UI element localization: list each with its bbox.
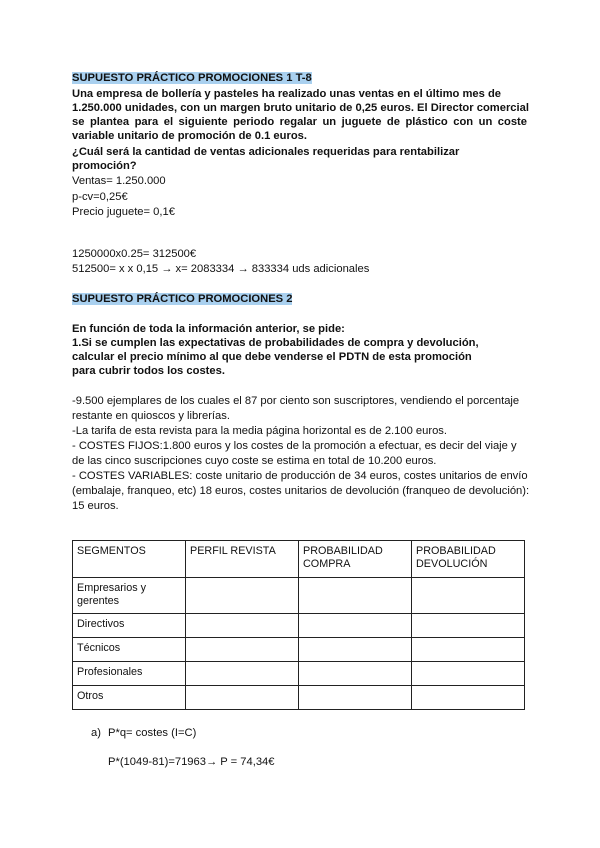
segment-cell: Empresarios y gerentes [73, 578, 186, 614]
intro-line-1: En función de toda la información anterior, se pide: [72, 323, 345, 335]
empty-cell [186, 662, 299, 686]
table-row [73, 614, 525, 638]
data2-line-7: (embalaje, franqueo, etc) 18 euros, costes unitarios de devolución (franqueo de devolución): [72, 485, 530, 497]
segment-cell: Profesionales [73, 662, 186, 686]
calc-line-2: 512500= x x 0,15 → x= 2083334 → 833334 uds adicionales [72, 263, 370, 275]
table-header-row [73, 541, 525, 578]
data-toy-price: Precio juguete= 0,1€ [72, 206, 175, 218]
table-header: PERFIL REVISTA [186, 541, 299, 578]
segments-table [72, 540, 525, 710]
section1-heading: SUPUESTO PRÁCTICO PROMOCIONES 1 T-8 [72, 72, 312, 84]
empty-cell [412, 662, 525, 686]
data-margin: p-cv=0,25€ [72, 191, 128, 203]
question-line-2: promoción? [72, 160, 137, 172]
table-header: SEGMENTOS [73, 541, 186, 578]
segment-cell: Directivos [73, 614, 186, 638]
statement-line-4: variable unitario de promoción de 0.1 euros. [72, 130, 307, 142]
intro-line-2: 1.Si se cumplen las expectativas de probabilidades de compra y devolución, [72, 337, 479, 349]
intro-line-4: para cubrir todos los costes. [72, 365, 225, 377]
empty-cell [412, 614, 525, 638]
empty-cell [186, 686, 299, 710]
statement-line-1: Una empresa de bollería y pasteles ha realizado unas ventas en el último mes de [72, 88, 502, 100]
statement-line-3: se plantea para el siguiente periodo regalar un juguete de plástico con un coste [72, 116, 527, 128]
empty-cell [299, 662, 412, 686]
empty-cell [299, 578, 412, 614]
table-row [73, 662, 525, 686]
table-row [73, 638, 525, 662]
empty-cell [412, 578, 525, 614]
table-row [73, 686, 525, 710]
table-header: PROBABILIDAD COMPRA [299, 541, 412, 578]
empty-cell [412, 638, 525, 662]
intro-line-3: calcular el precio mínimo al que debe venderse el PDTN de esta promoción [72, 351, 472, 363]
table-row [73, 578, 525, 614]
data2-line-1: -9.500 ejemplares de los cuales el 87 por ciento son suscriptores, vendiendo el porcentaje [72, 395, 520, 407]
data2-line-4: - COSTES FIJOS:1.800 euros y los costes de la promoción a efectuar, es decir del viaje y [72, 440, 517, 452]
empty-cell [412, 686, 525, 710]
answer-label: a) [91, 727, 101, 739]
table-header: PROBABILIDAD DEVOLUCIÓN [412, 541, 525, 578]
section2-heading: SUPUESTO PRÁCTICO PROMOCIONES 2 [72, 293, 293, 305]
empty-cell [299, 686, 412, 710]
data2-line-3: -La tarifa de esta revista para la media página horizontal es de 2.100 euros. [72, 425, 448, 437]
empty-cell [186, 638, 299, 662]
data2-line-6: - COSTES VARIABLES: coste unitario de producción de 34 euros, costes unitarios de envío [72, 470, 528, 482]
empty-cell [299, 614, 412, 638]
empty-cell [299, 638, 412, 662]
data2-line-8: 15 euros. [72, 500, 119, 512]
calc-line-1: 1250000x0.25= 312500€ [72, 248, 197, 260]
data-ventas: Ventas= 1.250.000 [72, 175, 166, 187]
answer-formula: P*q= costes (I=C) [108, 727, 197, 739]
answer-result: P*(1049-81)=71963→ P = 74,34€ [108, 756, 275, 768]
data2-line-2: restante en quioscos y librerías. [72, 410, 230, 422]
segment-cell: Otros [73, 686, 186, 710]
empty-cell [186, 578, 299, 614]
segment-cell: Técnicos [73, 638, 186, 662]
question-line-1: ¿Cuál será la cantidad de ventas adicionales requeridas para rentabilizar [72, 146, 460, 158]
empty-cell [186, 614, 299, 638]
statement-line-2: 1.250.000 unidades, con un margen bruto unitario de 0,25 euros. El Director comercial [72, 102, 529, 114]
data2-line-5: de las cinco suscripciones cuyo coste se estima en total de 10.200 euros. [72, 455, 437, 467]
